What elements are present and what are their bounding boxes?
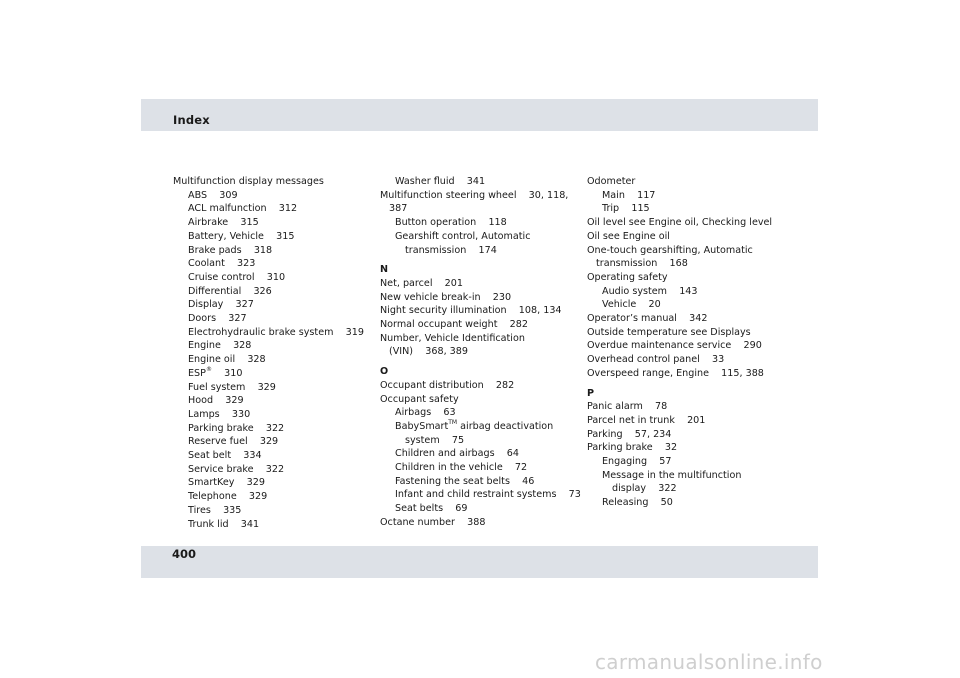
index-subentry-continuation: system 75 — [405, 434, 465, 446]
index-subentry: Tires 335 — [188, 504, 242, 516]
babysmart-rest: airbag deactivation — [457, 420, 554, 432]
index-subentry: ABS 309 — [188, 189, 238, 201]
index-entry: Multifunction display messages — [173, 176, 324, 187]
watermark: carmanualsonline.info — [595, 650, 823, 674]
index-entry: Octane number 388 — [380, 516, 486, 528]
index-column-1 — [173, 175, 373, 531]
index-entry: Oil see Engine oil — [587, 230, 670, 242]
index-subentry: Washer fluid 341 — [395, 176, 486, 187]
index-subentry: Gearshift control, Automatic — [395, 230, 531, 242]
trademark-mark: TM — [448, 418, 458, 426]
index-subentry: Fuel system 329 — [188, 381, 276, 393]
index-subentry: Main 117 — [602, 189, 656, 201]
index-subentry: Airbrake 315 — [188, 217, 259, 229]
index-column-2 — [380, 175, 580, 530]
index-subentry: Trip 115 — [602, 203, 650, 215]
index-subentry: Battery, Vehicle 315 — [188, 230, 295, 242]
registered-mark: ® — [205, 365, 212, 373]
index-subentry: Differential 326 — [188, 285, 272, 297]
index-subentry: Display 327 — [188, 299, 254, 311]
index-subentry: Service brake 322 — [188, 463, 285, 475]
index-subentry: Engaging 57 — [602, 456, 672, 468]
index-entry: Net, parcel 201 — [380, 277, 463, 289]
index-subentry-babysmart — [380, 420, 580, 434]
index-subentry: Parking brake 322 — [188, 422, 285, 434]
page-number: 400 — [172, 547, 197, 561]
index-subentry: Children in the vehicle 72 — [395, 462, 528, 474]
index-entry: Number, Vehicle Identification — [380, 332, 525, 344]
index-entry: Oil level see Engine oil, Checking level — [587, 217, 773, 229]
index-subentry: Airbags 63 — [395, 407, 456, 419]
index-entry-continuation: transmission 168 — [596, 258, 688, 270]
index-subentry: Vehicle 20 — [602, 299, 661, 311]
index-subentry: Doors 327 — [188, 313, 247, 325]
index-subentry: Hood 329 — [188, 395, 244, 407]
page-title: Index — [173, 113, 210, 127]
index-entry: Overhead control panel 33 — [587, 354, 725, 366]
index-entry: New vehicle break-in 230 — [380, 291, 512, 303]
index-subentry: Seat belt 334 — [188, 450, 262, 462]
index-entry: Parking 57, 234 — [587, 428, 672, 440]
index-entry: Panic alarm 78 — [587, 401, 668, 413]
index-entry: Outside temperature see Displays — [587, 326, 751, 338]
index-subentry: Engine oil 328 — [188, 354, 266, 366]
index-entry: Occupant distribution 282 — [380, 379, 515, 391]
index-subentry: Coolant 323 — [188, 258, 256, 270]
index-entry-continuation: 387 — [389, 203, 408, 215]
index-subentry: Fastening the seat belts 46 — [395, 475, 535, 487]
index-entry: Parcel net in trunk 201 — [587, 414, 706, 426]
index-entry: Occupant safety — [380, 393, 459, 405]
index-subentry-continuation: transmission 174 — [405, 244, 497, 256]
index-subentry: SmartKey 329 — [188, 477, 265, 489]
index-subentry: Cruise control 310 — [188, 271, 286, 283]
index-subentry: Releasing 50 — [602, 497, 673, 509]
index-subentry-continuation: display 322 — [612, 483, 677, 495]
esp-page: 310 — [211, 367, 243, 379]
index-entry: Overspeed range, Engine 115, 388 — [587, 367, 764, 379]
index-subentry: Electrohydraulic brake system 319 — [188, 326, 364, 338]
index-entry: Night security illumination 108, 134 — [380, 305, 562, 317]
index-entry: Normal occupant weight 282 — [380, 319, 528, 331]
footer-band — [141, 546, 818, 578]
index-entry: Parking brake 32 — [587, 442, 678, 454]
babysmart-label: BabySmart — [395, 420, 449, 432]
index-subentry: Engine 328 — [188, 340, 252, 352]
index-subentry: Message in the multifunction — [602, 469, 742, 481]
index-entry: Operating safety — [587, 271, 668, 283]
index-subentry: Children and airbags 64 — [395, 448, 520, 460]
index-subentry: Brake pads 318 — [188, 244, 273, 256]
index-subentry: Reserve fuel 329 — [188, 436, 279, 448]
header-band — [141, 99, 818, 131]
esp-label: ESP — [188, 367, 206, 379]
index-column-3 — [587, 175, 787, 510]
index-entry: Odometer — [587, 176, 636, 187]
index-entry-continuation: (VIN) 368, 389 — [389, 346, 468, 358]
index-subentry: Trunk lid 341 — [188, 518, 260, 530]
index-letter-heading: N — [380, 264, 389, 276]
index-subentry: Button operation 118 — [395, 217, 507, 229]
index-letter-heading: P — [587, 387, 595, 399]
index-subentry: Seat belts 69 — [395, 503, 468, 515]
index-subentry: Infant and child restraint systems 73 — [395, 489, 581, 501]
index-subentry: Audio system 143 — [602, 285, 698, 297]
index-entry: Multifunction steering wheel 30, 118, — [380, 189, 569, 201]
index-subentry: Lamps 330 — [188, 408, 251, 420]
index-subentry: ACL malfunction 312 — [188, 203, 298, 215]
index-entry: Operator’s manual 342 — [587, 313, 708, 325]
index-entry: One-touch gearshifting, Automatic — [587, 244, 753, 256]
index-subentry: Telephone 329 — [188, 491, 268, 503]
index-subentry-esp — [173, 367, 373, 381]
index-entry: Overdue maintenance service 290 — [587, 340, 762, 352]
index-letter-heading: O — [380, 366, 389, 378]
